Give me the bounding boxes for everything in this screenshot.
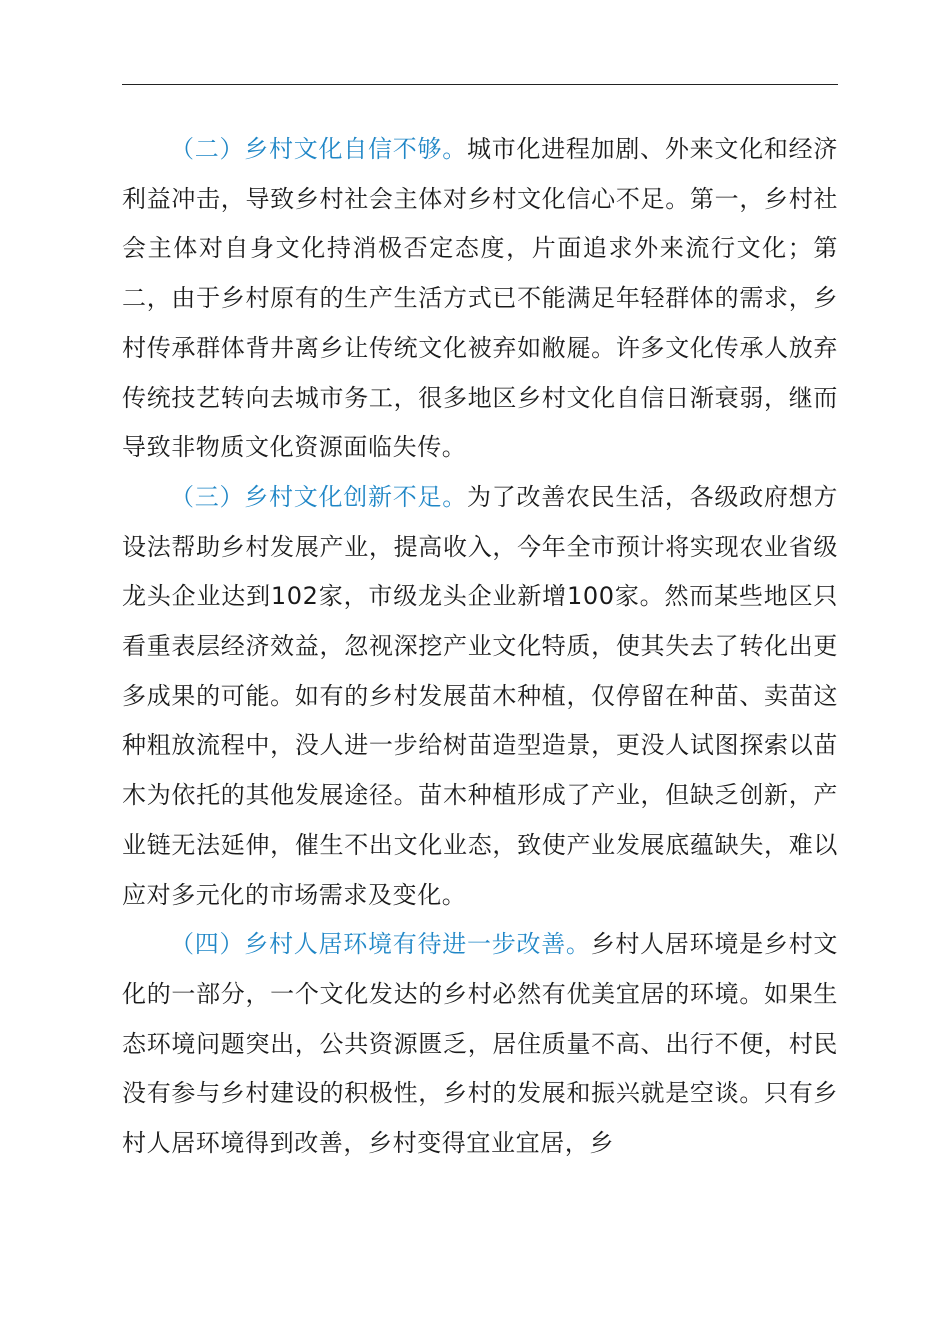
section-heading-2: （二）乡村文化自信不够。 [170, 135, 467, 163]
paragraph-text-4: 乡村人居环境是乡村文化的一部分，一个文化发达的乡村必然有优美宜居的环境。如果生态环境问题突出，公共资源匮乏，居住质量不高、出行不便，村民没有参与乡村建设的积极性，乡村的发展和振兴就是空谈。只有乡村人居环境得到改善，乡村变得宜业宜居，乡 [122, 930, 839, 1158]
section-heading-4: （四）乡村人居环境有待进一步改善。 [170, 930, 591, 959]
section-heading-3: （三）乡村文化创新不足。 [170, 482, 467, 511]
paragraph-text-2: 城市化进程加剧、外来文化和经济利益冲击，导致乡村社会主体对乡村文化信心不足。第一，乡村社会主体对自身文化持消极否定态度，片面追求外来流行文化；第二，由于乡村原有的生产生活方式已不能满足年轻群体的需求，乡村传承群体背井离乡让传统文化被弃如敝屣。许多文化传承人放弃传统技艺转向去城市务工，很多地区乡村文化自信日渐衰弱，继而导致非物质文化资源面临失传。 [122, 135, 838, 462]
paragraph-text-3: 为了改善农民生活，各级政府想方设法帮助乡村发展产业，提高收入，今年全市预计将实现农业省级龙头企业达到102家，市级龙头企业新增100家。然而某些地区只看重表层经济效益，忽视深挖产业文化特质，使其失去了转化出更多成果的可能。如有的乡村发展苗木种植，仅停留在种苗、卖苗这种粗放流程中，没人进一步给树苗造型造景，更没人试图探索以苗木为依托的其他发展途径。苗木种植形成了产业，但缺乏创新，产业链无法延伸，催生不出文化业态，致使产业发展底蕴缺失，难以应对多元化的市场需求及变化。 [122, 482, 838, 909]
paragraph-living-environment [122, 920, 838, 1169]
document-body [122, 125, 838, 1169]
header-rule [122, 84, 838, 85]
paragraph-cultural-confidence [122, 125, 838, 473]
paragraph-cultural-innovation [122, 473, 838, 920]
